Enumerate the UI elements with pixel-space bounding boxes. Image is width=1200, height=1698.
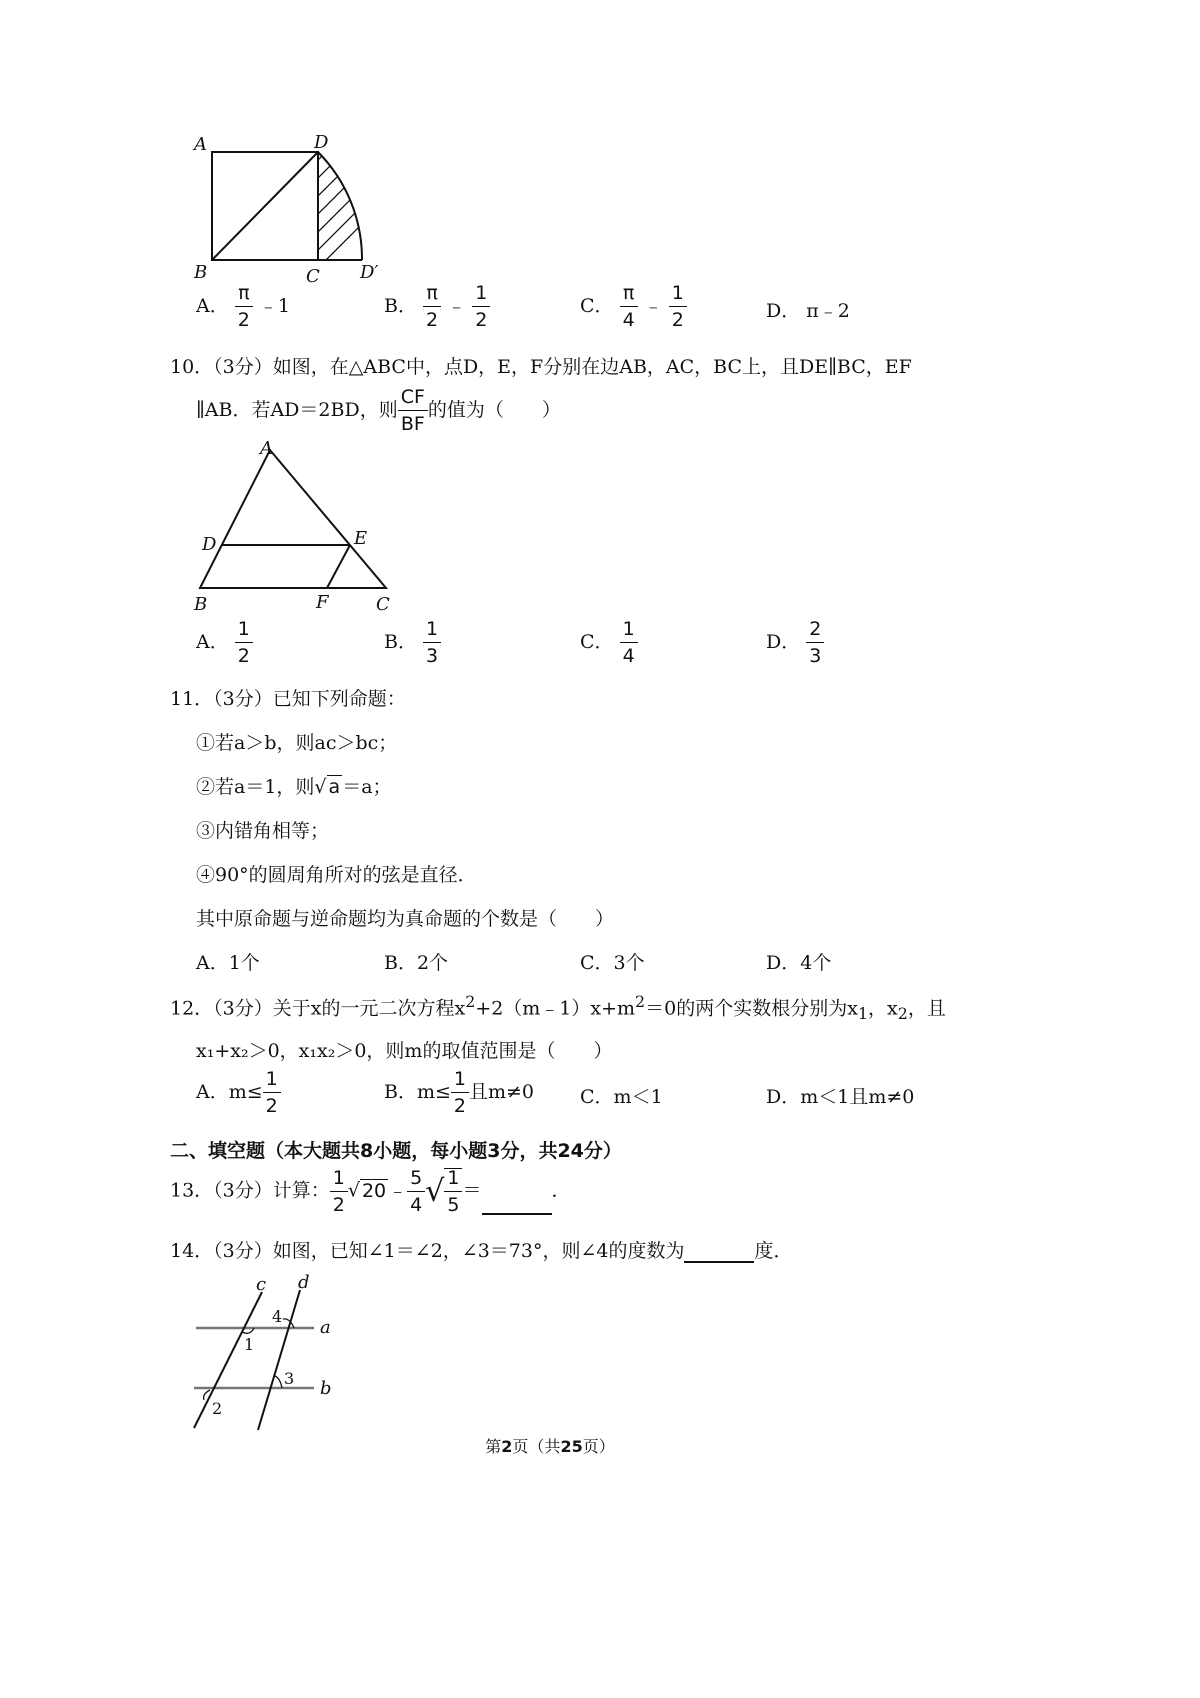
denominator: 4	[622, 645, 635, 667]
page-total: 25	[560, 1437, 583, 1456]
label-c: c	[256, 1274, 267, 1295]
label-d: D	[314, 132, 329, 153]
numerator: 1	[620, 620, 638, 643]
q12-text: ＝0的两个实数根分别为x	[645, 997, 858, 1020]
numerator: 5	[407, 1169, 425, 1192]
fraction	[451, 1070, 469, 1116]
denominator: 2	[475, 309, 488, 331]
fraction-cf-bf	[398, 388, 428, 434]
denominator: 3	[426, 645, 439, 667]
q11-stem: 11．（3分）已知下列命题：	[170, 688, 406, 710]
label-b: B	[194, 262, 208, 283]
option-letter: C．	[580, 295, 614, 317]
q11-option-c: C．3个	[580, 952, 645, 974]
denominator: BF	[400, 413, 425, 435]
fraction	[235, 284, 253, 330]
q12-text: +2（m﹣1）x+m	[475, 997, 636, 1020]
sqrt-sign: √	[347, 1179, 360, 1202]
fraction	[407, 1166, 425, 1216]
minus-sign: ﹣	[643, 295, 663, 317]
fraction	[330, 1166, 348, 1216]
q12-text: ，x	[868, 997, 898, 1020]
option-post: 且m≠0	[469, 1081, 535, 1103]
q13-end: ．	[551, 1179, 571, 1202]
q11-proposition-2	[196, 772, 392, 799]
q14-text	[170, 1236, 793, 1263]
q13-text: 13．（3分）计算：	[170, 1179, 330, 1202]
option-letter: C．	[580, 1086, 614, 1108]
label-angle-3: 3	[284, 1369, 295, 1388]
label-angle-2: 2	[212, 1399, 223, 1418]
q11-proposition-4: ④90°的圆周角所对的弦是直径．	[196, 864, 477, 886]
q12-line2: x₁+x₂＞0，x₁x₂＞0，则m的取值范围是（ ）	[196, 1040, 613, 1062]
option-letter: D．	[766, 300, 801, 322]
label-d: d	[298, 1272, 310, 1293]
q12-option-a	[196, 1070, 281, 1116]
label-e: E	[354, 528, 368, 549]
option-letter: A．	[196, 631, 229, 653]
numerator: π	[235, 284, 253, 307]
label-d: D	[202, 534, 217, 555]
option-text: m＜1	[613, 1086, 663, 1108]
label-a: A	[260, 438, 273, 459]
numerator: 1	[330, 1169, 348, 1192]
label-b: b	[320, 1378, 332, 1399]
page-number: 2	[501, 1437, 513, 1456]
radicand: a	[328, 776, 341, 798]
minus-sign: ﹣	[447, 295, 467, 317]
radicand: 20	[361, 1179, 387, 1202]
page-footer	[0, 1434, 1100, 1457]
option-pre: m≤	[416, 1081, 451, 1103]
footer-text: 第	[485, 1437, 502, 1456]
q13	[170, 1168, 571, 1215]
section-heading: 二、填空题（本大题共8小题，每小题3分，共24分）	[170, 1140, 622, 1162]
sqrt-sign: √	[314, 776, 327, 798]
q11-proposition-1: ①若a＞b，则ac＞bc；	[196, 732, 398, 754]
fraction	[620, 284, 638, 330]
denominator: 2	[426, 309, 439, 331]
denominator: 5	[447, 1194, 460, 1216]
equals-sign: ＝	[462, 1179, 482, 1202]
label-c: C	[306, 266, 320, 287]
line-c	[194, 1292, 262, 1428]
diagonal-bd	[212, 152, 318, 260]
q9-option-d	[766, 296, 850, 323]
denominator: 2	[237, 309, 250, 331]
q11-option-b: B．2个	[384, 952, 449, 974]
q12-line1	[170, 992, 946, 1023]
numerator: 1	[451, 1070, 469, 1093]
superscript: 2	[465, 992, 476, 1011]
q10-option-b	[384, 620, 441, 666]
fraction	[472, 284, 490, 330]
q11-option-a: A．1个	[196, 952, 260, 974]
q10-option-d	[766, 620, 824, 666]
p2-text-post: ＝a；	[342, 776, 392, 798]
label-d-prime: D′	[360, 262, 379, 283]
q11-proposition-3: ③内错角相等；	[196, 820, 330, 842]
denominator: 4	[622, 309, 635, 331]
minus-sign: ﹣	[388, 1179, 408, 1202]
label-angle-1: 1	[244, 1335, 255, 1354]
q14-text-pre: 14．（3分）如图，已知∠1＝∠2，∠3＝73°，则∠4的度数为	[170, 1240, 685, 1262]
fraction	[669, 284, 687, 330]
option-tail: ﹣1	[258, 295, 291, 317]
q10-option-a	[196, 620, 253, 666]
sqrt-sign: √	[425, 1174, 445, 1209]
figure-q14	[190, 1272, 350, 1434]
option-letter: B．	[384, 1081, 417, 1103]
q10-text-pre: ∥AB．若AD＝2BD，则	[196, 399, 398, 421]
option-letter: C．	[580, 631, 614, 653]
numerator: π	[423, 284, 441, 307]
label-a: A	[194, 134, 207, 155]
q9-option-a	[196, 284, 290, 330]
denominator: 3	[809, 645, 822, 667]
label-c: C	[376, 594, 390, 615]
q12-option-d	[766, 1082, 914, 1109]
option-letter: B．	[384, 295, 417, 317]
q9-option-b	[384, 284, 490, 330]
denominator: 2	[671, 309, 684, 331]
option-pre: m≤	[228, 1081, 263, 1103]
q10-line1: 10．（3分）如图，在△ABC中，点D，E，F分别在边AB，AC，BC上，且DE∥BC，EF	[170, 356, 912, 378]
figure-q10	[190, 438, 410, 618]
fraction	[423, 620, 441, 666]
denominator: 2	[265, 1095, 278, 1117]
fraction	[263, 1070, 281, 1116]
label-b: B	[194, 594, 208, 615]
option-text: m＜1且m≠0	[800, 1086, 915, 1108]
angle-3-arc	[275, 1376, 282, 1388]
figure-q9	[190, 128, 420, 288]
q9-option-c	[580, 284, 687, 330]
denominator: 2	[332, 1193, 345, 1216]
fraction	[620, 620, 638, 666]
numerator: 1	[669, 284, 687, 307]
superscript: 2	[635, 992, 646, 1011]
q12-text: ，且	[907, 997, 946, 1020]
denominator: 4	[410, 1193, 423, 1216]
q11-option-d: D．4个	[766, 952, 832, 974]
segment-ef	[327, 545, 350, 588]
fraction	[806, 620, 824, 666]
numerator: π	[620, 284, 638, 307]
footer-text: 页）	[582, 1437, 615, 1456]
q12-option-c	[580, 1082, 663, 1109]
subscript: 1	[857, 1004, 869, 1024]
option-letter: A．	[196, 295, 229, 317]
q10-option-c	[580, 620, 638, 666]
label-f: F	[316, 592, 329, 613]
q10-line2	[196, 388, 561, 434]
label-a: a	[320, 1317, 331, 1338]
q14-text-post: 度．	[754, 1240, 793, 1262]
triangle-abc	[200, 450, 386, 588]
denominator: 2	[237, 645, 250, 667]
numerator: 1	[235, 620, 253, 643]
fraction	[444, 1168, 462, 1215]
q11-question: 其中原命题与逆命题均为真命题的个数是（ ）	[196, 908, 615, 930]
label-angle-4: 4	[272, 1307, 283, 1326]
subscript: 2	[897, 1004, 908, 1024]
numerator: 2	[806, 620, 824, 643]
option-letter: B．	[384, 631, 417, 653]
numerator: CF	[398, 388, 428, 411]
option-letter: D．	[766, 631, 801, 653]
q12-text: 12．（3分）关于x的一元二次方程x	[170, 997, 466, 1020]
option-text: π﹣2	[806, 300, 850, 322]
option-letter: D．	[766, 1086, 801, 1108]
p2-text-pre: ②若a＝1，则	[196, 776, 315, 798]
footer-text: 页（共	[512, 1437, 561, 1456]
fraction	[423, 284, 441, 330]
numerator: 1	[423, 620, 441, 643]
q10-text-post: 的值为（ ）	[427, 399, 561, 421]
denominator: 2	[453, 1095, 466, 1117]
answer-blank[interactable]	[684, 1243, 754, 1263]
option-letter: A．	[196, 1081, 229, 1103]
q12-option-b	[384, 1070, 534, 1116]
numerator: 1	[444, 1169, 462, 1192]
answer-blank[interactable]	[482, 1195, 552, 1215]
numerator: 1	[472, 284, 490, 307]
numerator: 1	[263, 1070, 281, 1093]
fraction	[235, 620, 253, 666]
